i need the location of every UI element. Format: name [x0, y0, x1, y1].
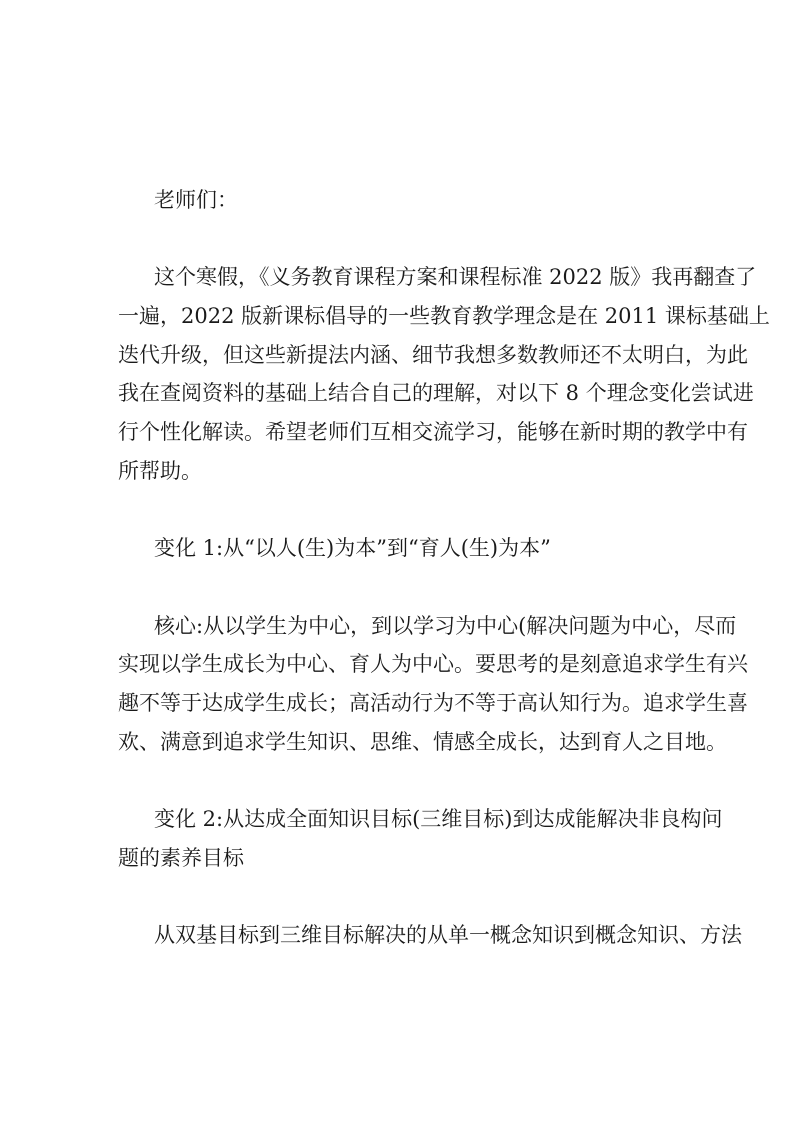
text-line: 老师们： — [154, 188, 238, 212]
text-line: 核心:从以学生为中心，到以学习为中心(解决问题为中心，尽而 — [154, 613, 737, 638]
paragraph — [118, 607, 748, 762]
text-line: 我在查阅资料的基础上结合自己的理解，对以下 8 个理念变化尝试进 — [118, 381, 754, 406]
paragraph — [118, 916, 742, 955]
text-line: 所帮助。 — [118, 458, 202, 483]
document-page — [118, 181, 770, 993]
text-line: 变化 1:从“以人(生)为本”到“育人(生)为本” — [154, 536, 551, 561]
text-line: 从双基目标到三维目标解决的从单一概念知识到概念知识、方法 — [154, 923, 742, 948]
text-line: 这个寒假，《义务教育课程方案和课程标准 2022 版》我再翻查了 — [154, 265, 757, 290]
text-line: 一遍，2022 版新课标倡导的一些教育教学理念是在 2011 课标基础上 — [118, 304, 770, 329]
paragraph — [118, 258, 770, 490]
text-line: 变化 2:从达成全面知识目标(三维目标)到达成能解决非良构问 — [154, 807, 723, 831]
text-line: 趣不等于达成学生成长；高活动行为不等于高认知行为。追求学生喜 — [118, 690, 748, 715]
text-line: 迭代升级，但这些新提法内涵、细节我想多数教师还不太明白，为此 — [118, 342, 748, 367]
text-line: 实现以学生成长为中心、育人为中心。要思考的是刻意追求学生有兴 — [118, 652, 748, 677]
paragraph — [118, 800, 723, 877]
text-line: 题的素养目标 — [118, 845, 244, 870]
paragraph — [118, 529, 681, 568]
paragraph — [118, 181, 681, 220]
text-line: 欢、满意到追求学生知识、思维、情感全成长，达到育人之目地。 — [118, 729, 727, 754]
text-line: 行个性化解读。希望老师们互相交流学习，能够在新时期的教学中有 — [118, 420, 748, 445]
